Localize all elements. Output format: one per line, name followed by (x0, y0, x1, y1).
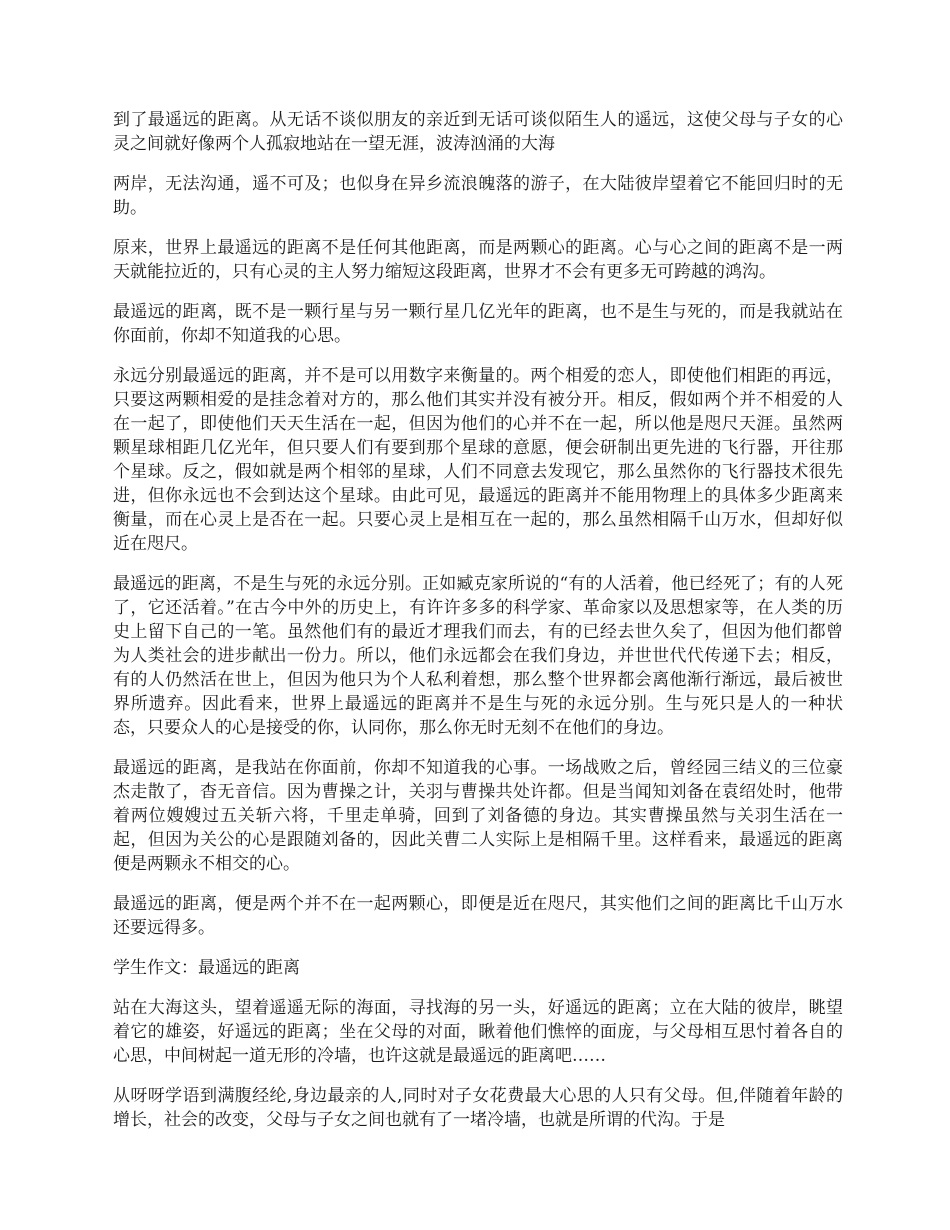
paragraph-9: 站在大海这头，望着遥遥无际的海面，寻找海的另一头，好遥远的距离；立在大陆的彼岸，眺望着它的雄姿，好遥远的距离；坐在父母的对面，瞅着他们憔悴的面庞，与父母相互思忖着各自的心思，中间树起一道无形的冷墙，也许这就是最遥远的距离吧…… (113, 998, 843, 1066)
paragraph-8: 最遥远的距离，便是两个并不在一起两颗心，即便是近在咫尺，其实他们之间的距离比千山万水还要远得多。 (113, 894, 843, 938)
paragraph-6: 最遥远的距离，不是生与死的永远分别。正如臧克家所说的“有的人活着，他已经死了；有的人死了，它还活着。”在古今中外的历史上，有许许多多的科学家、革命家以及思想家等，在人类的历史上留下自己的一笔。虽然他们有的最近才理我们而去，有的已经去世久矣了，但因为他们都曾为人类社会的进步献出一份力。所以，他们永远都会在我们身边，并世世代代传递下去；相反，有的人仍然活在世上，但因为他只为个人私利着想，那么整个世界都会离他渐行渐远，最后被世界所遗弃。因此看来，世界上最遥远的距离并不是生与死的永远分别。生与死只是人的一种状态，只要众人的心是接受的你，认同你，那么你无时无刻不在他们的身边。 (113, 574, 843, 738)
paragraph-7: 最遥远的距离，是我站在你面前，你却不知道我的心事。一场战败之后，曾经园三结义的三位豪杰走散了，杳无音信。因为曹操之计，关羽与曹操共处许都。但是当闻知刘备在袁绍处时，他带着两位嫂嫂过五关斩六将，千里走单骑，回到了刘备德的身边。其实曹操虽然与关羽生活在一起，但因为关公的心是跟随刘备的，因此关曹二人实际上是相隔千里。这样看来，最遥远的距离便是两颗永不相交的心。 (113, 758, 843, 874)
paragraph-1: 到了最遥远的距离。从无话不谈似朋友的亲近到无话可谈似陌生人的遥远，这使父母与子女的心灵之间就好像两个人孤寂地站在一望无涯，波涛汹涌的大海 (113, 110, 843, 154)
paragraph-10: 从呀呀学语到满腹经纶,身边最亲的人,同时对子女花费最大心思的人只有父母。但,伴随着年龄的增长，社会的改变，父母与子女之间也就有了一堵冷墙，也就是所谓的代沟。于是 (113, 1086, 843, 1130)
paragraph-3: 原来，世界上最遥远的距离不是任何其他距离，而是两颗心的距离。心与心之间的距离不是一两天就能拉近的，只有心灵的主人努力缩短这段距离，世界才不会有更多无可跨越的鸿沟。 (113, 238, 843, 282)
document-page (113, 108, 843, 1148)
paragraph-4: 最遥远的距离，既不是一颗行星与另一颗行星几亿光年的距离，也不是生与死的，而是我就站在你面前，你却不知道我的心思。 (113, 302, 843, 346)
paragraph-5: 永远分别最遥远的距离，并不是可以用数字来衡量的。两个相爱的恋人，即使他们相距的再远，只要这两颗相爱的是挂念着对方的，那么他们其实并没有被分开。相反，假如两个并不相爱的人在一起了，即使他们天天生活在一起，但因为他们的心并不在一起，所以他是咫尺天涯。虽然两颗星球相距几亿光年，但只要人们有要到那个星球的意愿，便会研制出更先进的飞行器，开往那个星球。反之，假如就是两个相邻的星球，人们不同意去发现它，那么虽然你的飞行器技术很先进，但你永远也不会到达这个星球。由此可见，最遥远的距离并不能用物理上的具体多少距离来衡量，而在心灵上是否在一起。只要心灵上是相互在一起的，那么虽然相隔千山万水，但却好似近在咫尺。 (113, 366, 843, 554)
section-heading: 学生作文：最遥远的距离 (113, 958, 300, 978)
paragraph-2: 两岸，无法沟通，遥不可及；也似身在异乡流浪魄落的游子，在大陆彼岸望着它不能回归时的无助。 (113, 174, 843, 218)
